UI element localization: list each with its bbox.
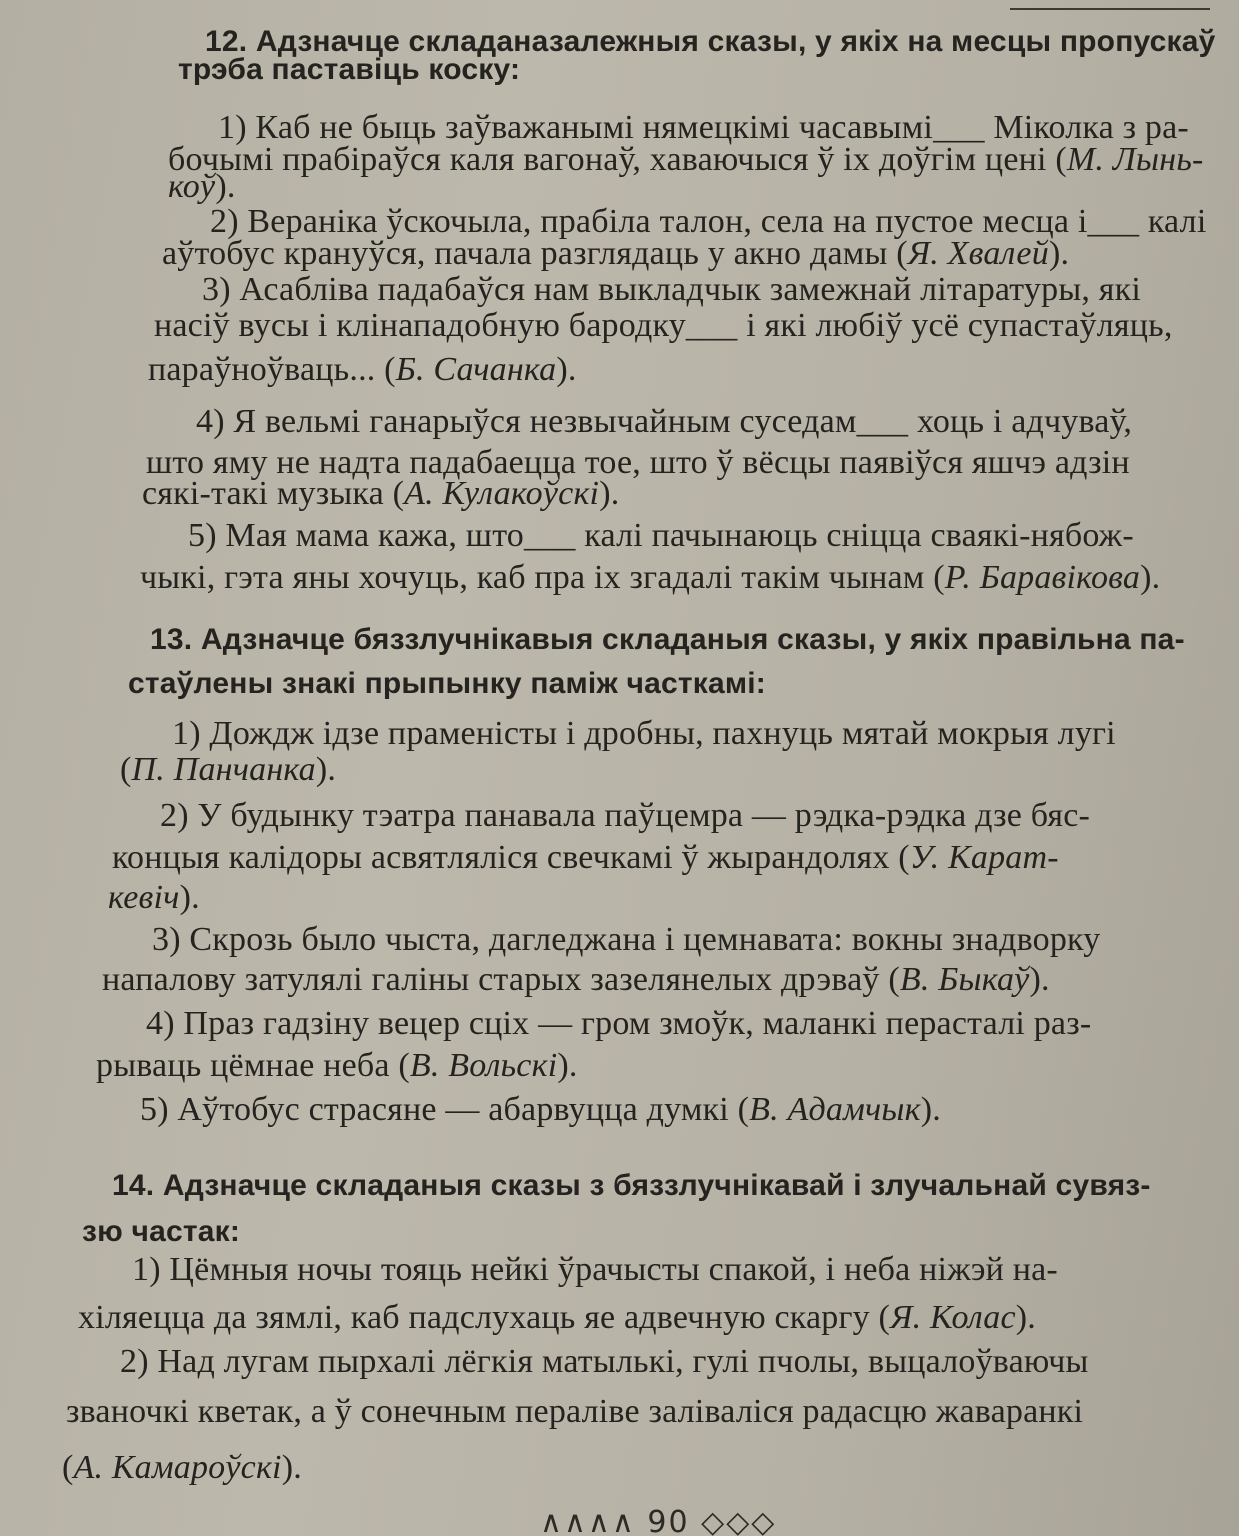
item-text: ). — [599, 475, 620, 512]
source-author: Б. Сачанка — [395, 351, 557, 388]
ex13-item5-line1 — [140, 1090, 941, 1130]
item-text: 3) Скрозь было чыста, дагледжана і цемнавата: вокны знадворку — [152, 921, 1101, 958]
page-footer — [540, 1505, 776, 1536]
source-author: коў — [168, 168, 216, 205]
item-text: 2) У будынку тэатра панавала паўцемра — рэдка-рэдка дзе бяс- — [160, 797, 1091, 834]
item-text: бочымі прабіраўся каля вагонаў, хаваючыся ў іх доўгім цені ( — [168, 141, 1067, 178]
ex12-item1-line3 — [168, 167, 236, 207]
item-text: ). — [179, 879, 200, 916]
source-author: П. Панчанка — [131, 751, 316, 788]
ex13-item2-line3 — [108, 878, 200, 918]
source-author: М. Лынь- — [1066, 141, 1204, 178]
item-text: ). — [1029, 961, 1050, 998]
item-text: параўноўваць... ( — [148, 351, 396, 388]
item-text: 4) Я вельмі ганарыўся незвычайным суседам___ хоць і адчуваў, — [196, 403, 1133, 440]
item-text: 4) Праз гадзіну вецер сціх — гром змоўк, маланкі перасталі раз- — [146, 1005, 1092, 1042]
item-text: ( — [62, 1449, 74, 1486]
ex12-item5-line2 — [140, 558, 1160, 598]
heading-text: трэба паставіць коску: — [178, 53, 521, 86]
exercise-13-heading-cont — [128, 664, 766, 704]
item-text: ). — [281, 1449, 302, 1486]
heading-text: стаўлены знакі прыпынку паміж часткамі: — [128, 667, 766, 700]
ex13-item4-line2 — [96, 1046, 578, 1086]
item-text: 1) Дождж ідзе праменісты і дробны, пахнуць мятай мокрыя лугі — [172, 715, 1116, 752]
source-author: В. Быкаў — [899, 961, 1030, 998]
ex14-item2-line3 — [62, 1448, 302, 1488]
item-text: напалову затулялі галіны старых зазелянелых дрэваў ( — [102, 961, 900, 998]
ex12-item2-line2 — [162, 234, 1069, 274]
item-text: ). — [315, 751, 337, 788]
ornament-left: ∧∧∧∧ — [540, 1505, 636, 1536]
item-text: сякі-такі музыка ( — [142, 475, 405, 512]
exercise-12-heading-cont — [178, 50, 520, 90]
source-author: У. Карат- — [909, 839, 1059, 876]
source-author: Я. Хвалей — [907, 235, 1049, 272]
item-text: аўтобус крануўся, пачала разглядаць у акно дамы ( — [162, 235, 908, 272]
item-text: 2) Над лугам пырхалі лёгкія матылькі, гулі пчолы, выцалоўваючы — [120, 1343, 1089, 1380]
ornament-right: ◇◇◇ — [701, 1505, 777, 1536]
heading-text: 12. Адзначце складаназалежныя сказы, у якіх на месцы пропускаў — [205, 25, 1216, 58]
item-text: насіў вусы і клінападобную бародку___ і які любіў усё супастаўляць, — [154, 307, 1173, 344]
heading-text: 13. Адзначце бяззлучнікавыя складаныя сказы, у якіх правільна па- — [150, 623, 1185, 656]
ex12-item4-line3 — [142, 474, 619, 514]
ex12-item3-line2 — [154, 306, 1173, 346]
ex13-item2-line2 — [112, 838, 1059, 878]
ex13-item2-line1 — [160, 796, 1090, 836]
item-text: 2) Вераніка ўскочыла, прабіла талон, села на пустое месца і___ калі — [210, 203, 1207, 240]
ex12-item1-line2 — [168, 140, 1204, 180]
ex14-item1-line2 — [78, 1298, 1036, 1338]
source-author: Р. Баравікова — [944, 559, 1141, 596]
item-text: 5) Мая мама кажа, што___ калі пачынаюць сніцца сваякі-нябож- — [188, 517, 1134, 554]
item-text: званочкі кветак, а ў сонечным пераліве заліваліся радасцю жаваранкі — [66, 1393, 1084, 1430]
ex12-item5-line1 — [188, 516, 1134, 556]
ex12-item3-line3 — [148, 350, 577, 390]
source-author: А. Камароўскі — [73, 1449, 282, 1486]
source-author: В. Адамчык — [749, 1091, 921, 1128]
ex14-item1-line1 — [132, 1250, 1058, 1290]
exercise-14-heading-cont — [82, 1212, 240, 1252]
item-text: 5) Аўтобус страсяне — абарвуцца думкі ( — [140, 1091, 750, 1128]
item-text: ). — [556, 351, 577, 388]
item-text: ). — [557, 1047, 578, 1084]
item-text: рываць цёмнае неба ( — [96, 1047, 410, 1084]
ex13-item1-line2 — [120, 750, 336, 790]
item-text: ( — [120, 751, 132, 788]
item-text: чыкі, гэта яны хочуць, каб пра іх згадалі такім чынам ( — [140, 559, 945, 596]
ex12-item3-line1 — [202, 270, 1141, 310]
source-author: кевіч — [108, 879, 180, 916]
item-text: 1) Каб не быць заўважанымі нямецкімі часавымі___ Міколка з ра- — [218, 109, 1189, 146]
item-text: хіляецца да зямлі, каб падслухаць яе адвечную скаргу ( — [78, 1299, 891, 1336]
top-rule — [1010, 8, 1210, 10]
exercise-14-heading — [112, 1166, 1151, 1206]
source-author: А. Кулакоўскі — [404, 475, 600, 512]
ex12-item4-line1 — [196, 402, 1132, 442]
item-text: 1) Цёмныя ночы тояць нейкі ўрачысты спакой, і неба ніжэй на- — [132, 1251, 1058, 1288]
item-text: што яму не надта падабаецца тое, што ў вёсцы паявіўся яшчэ адзін — [146, 444, 1130, 481]
ex13-item4-line1 — [146, 1004, 1091, 1044]
item-text: ). — [215, 168, 236, 205]
heading-text: 14. Адзначце складаныя сказы з бяззлучнікавай і злучальнай сувяз- — [112, 1169, 1151, 1202]
exercise-13-heading — [150, 620, 1185, 660]
item-text: концыя калідоры асвятляліся свечкамі ў жырандолях ( — [112, 839, 910, 876]
page-number: 90 — [647, 1505, 690, 1536]
ex14-item2-line2 — [66, 1392, 1083, 1432]
ex13-item3-line2 — [102, 960, 1050, 1000]
item-text: ). — [920, 1091, 941, 1128]
heading-text: зю частак: — [82, 1215, 241, 1248]
item-text: 3) Асабліва падабаўся нам выкладчык замежнай літаратуры, які — [202, 271, 1141, 308]
item-text: ). — [1140, 559, 1161, 596]
item-text: ). — [1015, 1299, 1037, 1336]
item-text: ). — [1048, 235, 1070, 272]
source-author: Я. Колас — [890, 1299, 1016, 1336]
ex13-item1-line1 — [172, 714, 1116, 754]
source-author: В. Вольскі — [409, 1047, 558, 1084]
ex13-item3-line1 — [152, 920, 1100, 960]
ex14-item2-line1 — [120, 1342, 1089, 1382]
